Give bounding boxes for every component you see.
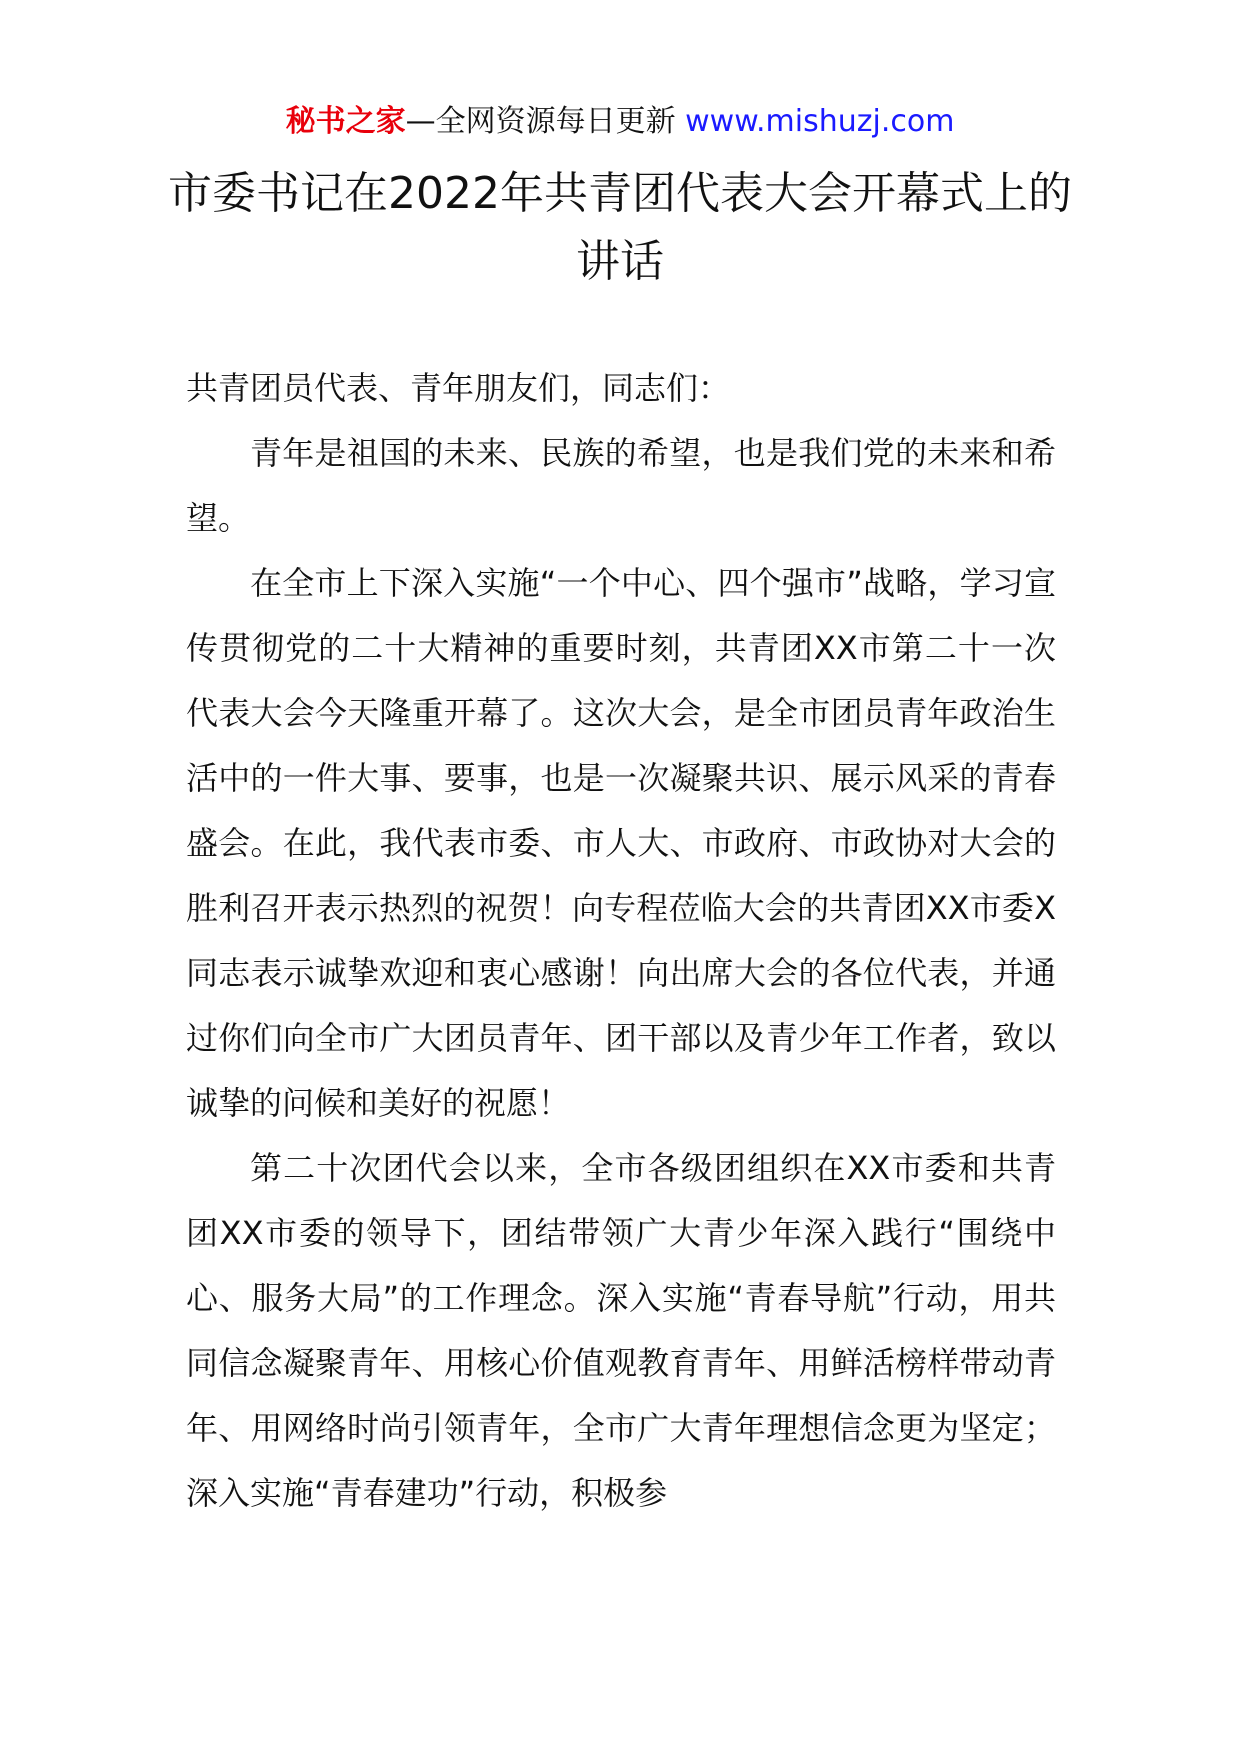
document-title: 市委书记在2022年共青团代表大会开幕式上的讲话 bbox=[168, 168, 1072, 287]
site-url-link[interactable]: www.mishuzj.com bbox=[685, 104, 955, 139]
paragraph: 第二十次团代会以来，全市各级团组织在XX市委和共青团XX市委的领导下，团结带领广大青少年深入践行“围绕中心、服务大局”的工作理念。深入实施“青春导航”行动，用共同信念凝聚青年、用核心价值观教育青年、用鲜活榜样带动青年、用网络时尚引领青年，全市广大青年理想信念更为坚定；深入实施“青春建功”行动，积极参 bbox=[186, 1149, 1056, 1512]
header-tagline: —全网资源每日更新 bbox=[405, 104, 676, 139]
site-header bbox=[0, 100, 1240, 144]
paragraph: 在全市上下深入实施“一个中心、四个强市”战略，学习宣传贯彻党的二十大精神的重要时刻，共青团XX市第二十一次代表大会今天隆重开幕了。这次大会，是全市团员青年政治生活中的一件大事、要事，也是一次凝聚共识、展示风采的青春盛会。在此，我代表市委、市人大、市政府、市政协对大会的胜利召开表示热烈的祝贺！向专程莅临大会的共青团XX市委X同志表示诚挚欢迎和衷心感谢！向出席大会的各位代表，并通过你们向全市广大团员青年、团干部以及青少年工作者，致以诚挚的问候和美好的祝愿！ bbox=[186, 564, 1056, 1122]
document-body bbox=[186, 356, 1056, 1526]
paragraph: 青年是祖国的未来、民族的希望，也是我们党的未来和希望。 bbox=[186, 434, 1056, 537]
brand-name: 秘书之家 bbox=[285, 104, 406, 139]
salutation: 共青团员代表、青年朋友们，同志们： bbox=[186, 369, 731, 407]
